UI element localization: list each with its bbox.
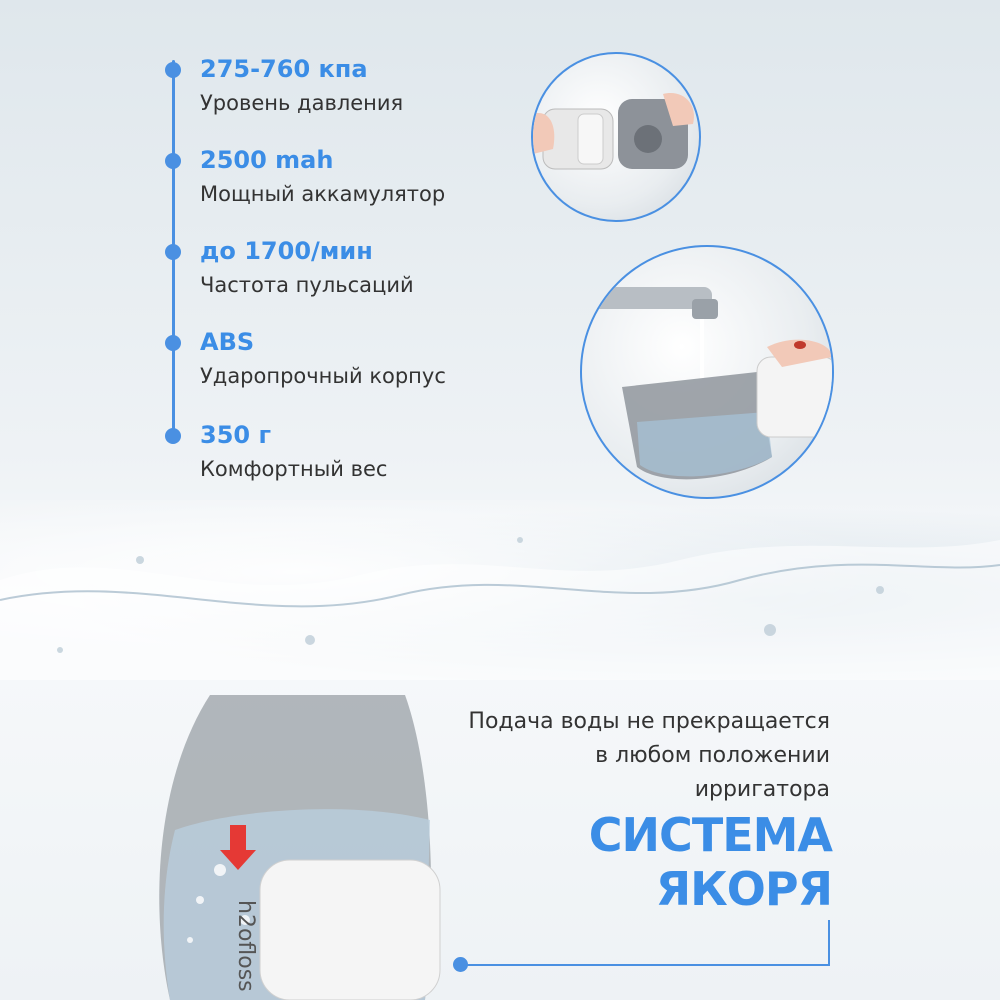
hand-opening-tank-illustration: [533, 54, 699, 220]
spec-label: Ударопрочный корпус: [200, 364, 446, 388]
spec-value: 275-760 кпа: [200, 55, 368, 83]
callout-line: Подача воды не прекращается: [468, 709, 830, 734]
connector-line-vertical: [828, 920, 830, 965]
headline-line: СИСТЕМА: [588, 808, 832, 862]
tank-opening-photo: [531, 52, 701, 222]
device-brand-label: h2ofloss: [233, 900, 258, 992]
spec-label: Мощный аккамулятор: [200, 182, 446, 206]
spec-label: Частота пульсаций: [200, 273, 414, 297]
anchor-system-headline: [589, 808, 832, 916]
spec-value: 350 г: [200, 421, 271, 449]
timeline-dot: [165, 428, 181, 444]
timeline-dot: [165, 62, 181, 78]
timeline-dot: [165, 244, 181, 260]
spec-label: Комфортный вес: [200, 457, 388, 481]
tap-filling-photo: [580, 245, 834, 499]
water-wave: [0, 520, 1000, 680]
spec-value: до 1700/мин: [200, 237, 373, 265]
callout-line: ирригатора: [694, 777, 830, 802]
timeline-dot: [165, 153, 181, 169]
spec-value: ABS: [200, 328, 255, 356]
irrigator-device-illustration: [150, 690, 450, 1000]
headline-line: ЯКОРЯ: [655, 862, 832, 916]
callout-line: в любом положении: [595, 743, 830, 768]
spec-value: 2500 mah: [200, 146, 334, 174]
spec-label: Уровень давления: [200, 91, 404, 115]
anchor-system-description: [468, 705, 830, 807]
connector-line-horizontal: [463, 964, 830, 966]
timeline-dot: [165, 335, 181, 351]
connector-dot: [453, 957, 468, 972]
tap-filling-illustration: [582, 247, 832, 497]
